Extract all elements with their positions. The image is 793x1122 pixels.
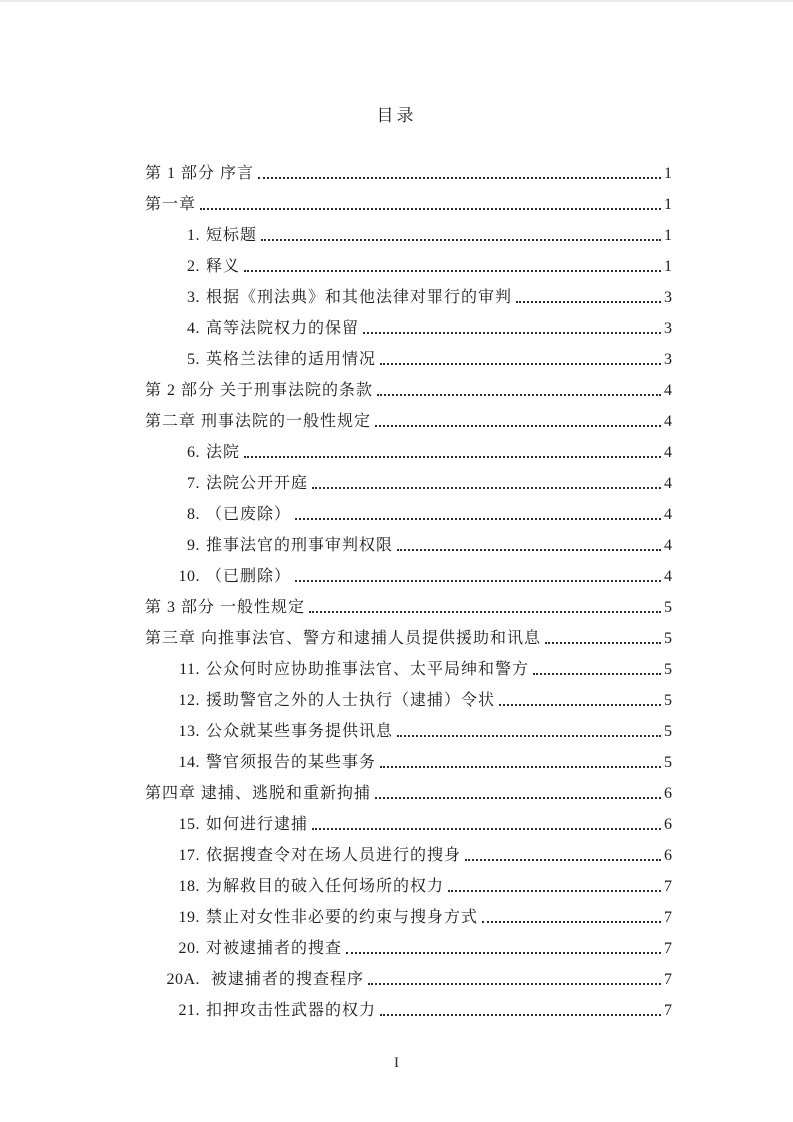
toc-entry-number: 20A. — [166, 971, 200, 988]
toc-entry-label: 第二章 刑事法院的一般性规定 — [145, 413, 372, 430]
page-edge-artifact — [0, 0, 793, 2]
toc-entry — [145, 648, 672, 679]
toc-entry-number: 1. — [187, 227, 200, 244]
toc-dot-leader — [545, 642, 661, 644]
toc-dot-leader — [482, 921, 661, 923]
toc-dot-leader — [499, 704, 661, 706]
toc-entry-label: 公众就某些事务提供讯息 — [206, 723, 394, 740]
toc-dot-leader — [295, 518, 661, 520]
toc-dot-leader — [312, 828, 661, 830]
toc-entry — [145, 772, 672, 803]
toc-entry-label: 对被逮捕者的搜查 — [206, 940, 343, 957]
toc-entry-page: 7 — [664, 1002, 672, 1019]
toc-entry-page: 5 — [664, 599, 672, 616]
toc-dot-leader — [312, 487, 661, 489]
toc-entry — [145, 741, 672, 772]
toc-dot-leader — [375, 797, 661, 799]
toc-entry-number: 20. — [178, 940, 200, 957]
toc-dot-leader — [465, 859, 661, 861]
toc-dot-leader — [397, 549, 661, 551]
toc-entry-label: 推事法官的刑事审判权限 — [206, 537, 394, 554]
toc-dot-leader — [244, 270, 661, 272]
toc-entry-page: 4 — [664, 382, 672, 399]
toc-entry-label: 禁止对女性非必要的约束与搜身方式 — [206, 909, 479, 926]
toc-entry-page: 3 — [664, 351, 672, 368]
toc-entry-page: 7 — [664, 878, 672, 895]
toc-dot-leader — [363, 332, 661, 334]
toc-entry — [145, 493, 672, 524]
toc-entry-label: 依据搜查令对在场人员进行的搜身 — [206, 847, 462, 864]
toc-entry-label: 第三章 向推事法官、警方和逮捕人员提供援助和讯息 — [145, 630, 542, 647]
toc-entry — [145, 276, 672, 307]
toc-entry-number: 4. — [187, 320, 200, 337]
toc-entry — [145, 803, 672, 834]
toc-entry-label: 释义 — [206, 258, 241, 275]
toc-entry-page: 1 — [664, 165, 672, 182]
toc-entry — [145, 400, 672, 431]
toc-entry-page: 1 — [664, 196, 672, 213]
toc-entry-page: 5 — [664, 661, 672, 678]
toc-dot-leader — [380, 1014, 661, 1016]
toc-entry — [145, 214, 672, 245]
toc-entry-page: 4 — [664, 444, 672, 461]
toc-dot-leader — [516, 301, 661, 303]
toc-entry-number: 2. — [187, 258, 200, 275]
toc-entry-label: 第四章 逮捕、逃脱和重新拘捕 — [145, 785, 372, 802]
toc-list — [145, 152, 672, 1020]
toc-entry-label: 为解救目的破入任何场所的权力 — [206, 878, 445, 895]
toc-entry — [145, 307, 672, 338]
toc-entry-label: 根据《刑法典》和其他法律对罪行的审判 — [206, 289, 513, 306]
toc-entry-number: 17. — [178, 847, 200, 864]
toc-entry-number: 8. — [187, 506, 200, 523]
toc-entry-page: 7 — [664, 940, 672, 957]
toc-entry — [145, 431, 672, 462]
toc-entry-label: 第 1 部分 序言 — [145, 165, 255, 182]
toc-entry-number: 5. — [187, 351, 200, 368]
toc-entry — [145, 369, 672, 400]
toc-entry — [145, 338, 672, 369]
toc-dot-leader — [295, 580, 661, 582]
toc-dot-leader — [380, 766, 661, 768]
toc-entry-label: 被逮捕者的搜查程序 — [206, 971, 365, 988]
toc-entry — [145, 152, 672, 183]
toc-entry-number: 11. — [179, 661, 200, 678]
toc-dot-leader — [309, 611, 661, 613]
toc-entry-number: 18. — [178, 878, 200, 895]
toc-entry-page: 6 — [664, 816, 672, 833]
toc-dot-leader — [377, 394, 661, 396]
toc-entry-label: 短标题 — [206, 227, 258, 244]
toc-entry-label: 第 3 部分 一般性规定 — [145, 599, 306, 616]
toc-entry-number: 7. — [187, 475, 200, 492]
toc-entry-page: 5 — [664, 754, 672, 771]
toc-entry-label: （已废除） — [206, 506, 292, 523]
toc-entry-page: 6 — [664, 847, 672, 864]
toc-entry — [145, 555, 672, 586]
toc-entry-label: 如何进行逮捕 — [206, 816, 309, 833]
toc-entry-label: 法院公开开庭 — [206, 475, 309, 492]
toc-entry-page: 4 — [664, 506, 672, 523]
toc-dot-leader — [244, 456, 661, 458]
toc-entry-label: 英格兰法律的适用情况 — [206, 351, 377, 368]
toc-entry-page: 4 — [664, 475, 672, 492]
toc-entry-page: 4 — [664, 537, 672, 554]
footer-page-number: I — [394, 1055, 399, 1071]
toc-entry-label: 扣押攻击性武器的权力 — [206, 1002, 377, 1019]
toc-entry — [145, 896, 672, 927]
toc-entry — [145, 586, 672, 617]
toc-entry-label: 警官须报告的某些事务 — [206, 754, 377, 771]
toc-entry-page: 5 — [664, 630, 672, 647]
page-title: 目录 — [376, 106, 417, 125]
toc-entry-page: 7 — [664, 909, 672, 926]
toc-entry-page: 4 — [664, 568, 672, 585]
toc-entry-page: 3 — [664, 289, 672, 306]
toc-entry-page: 1 — [664, 258, 672, 275]
toc-entry-number: 9. — [187, 537, 200, 554]
toc-entry-label: 第一章 — [145, 196, 197, 213]
toc-entry — [145, 462, 672, 493]
toc-entry-number: 14. — [178, 754, 200, 771]
toc-entry-number: 6. — [187, 444, 200, 461]
toc-entry — [145, 524, 672, 555]
toc-entry — [145, 958, 672, 989]
toc-dot-leader — [380, 363, 661, 365]
toc-dot-leader — [397, 735, 661, 737]
toc-entry — [145, 989, 672, 1020]
toc-entry — [145, 710, 672, 741]
toc-entry-label: 援助警官之外的人士执行（逮捕）令状 — [206, 692, 496, 709]
toc-entry — [145, 183, 672, 214]
toc-dot-leader — [375, 425, 661, 427]
toc-entry-number: 13. — [178, 723, 200, 740]
toc-dot-leader — [346, 952, 661, 954]
toc-dot-leader — [261, 239, 661, 241]
toc-entry-page: 4 — [664, 413, 672, 430]
toc-entry-page: 6 — [664, 785, 672, 802]
toc-entry-page: 7 — [664, 971, 672, 988]
toc-entry — [145, 927, 672, 958]
toc-dot-leader — [448, 890, 661, 892]
toc-dot-leader — [200, 208, 661, 210]
toc-dot-leader — [533, 673, 661, 675]
toc-entry-label: 公众何时应协助推事法官、太平局绅和警方 — [206, 661, 530, 678]
toc-entry-number: 19. — [178, 909, 200, 926]
toc-entry-page: 5 — [664, 692, 672, 709]
toc-entry-number: 15. — [178, 816, 200, 833]
toc-entry-page: 5 — [664, 723, 672, 740]
toc-entry-page: 1 — [664, 227, 672, 244]
toc-entry — [145, 865, 672, 896]
toc-entry — [145, 245, 672, 276]
toc-entry-label: 第 2 部分 关于刑事法院的条款 — [145, 382, 374, 399]
toc-entry-page: 3 — [664, 320, 672, 337]
toc-entry-number: 10. — [178, 568, 200, 585]
toc-entry — [145, 834, 672, 865]
toc-entry — [145, 679, 672, 710]
toc-entry — [145, 617, 672, 648]
toc-dot-leader — [368, 983, 661, 985]
toc-entry-label: 高等法院权力的保留 — [206, 320, 360, 337]
toc-dot-leader — [258, 177, 661, 179]
toc-entry-number: 3. — [187, 289, 200, 306]
toc-entry-number: 12. — [178, 692, 200, 709]
toc-entry-label: （已删除） — [206, 568, 292, 585]
toc-entry-number: 21. — [178, 1002, 200, 1019]
toc-entry-label: 法院 — [206, 444, 241, 461]
